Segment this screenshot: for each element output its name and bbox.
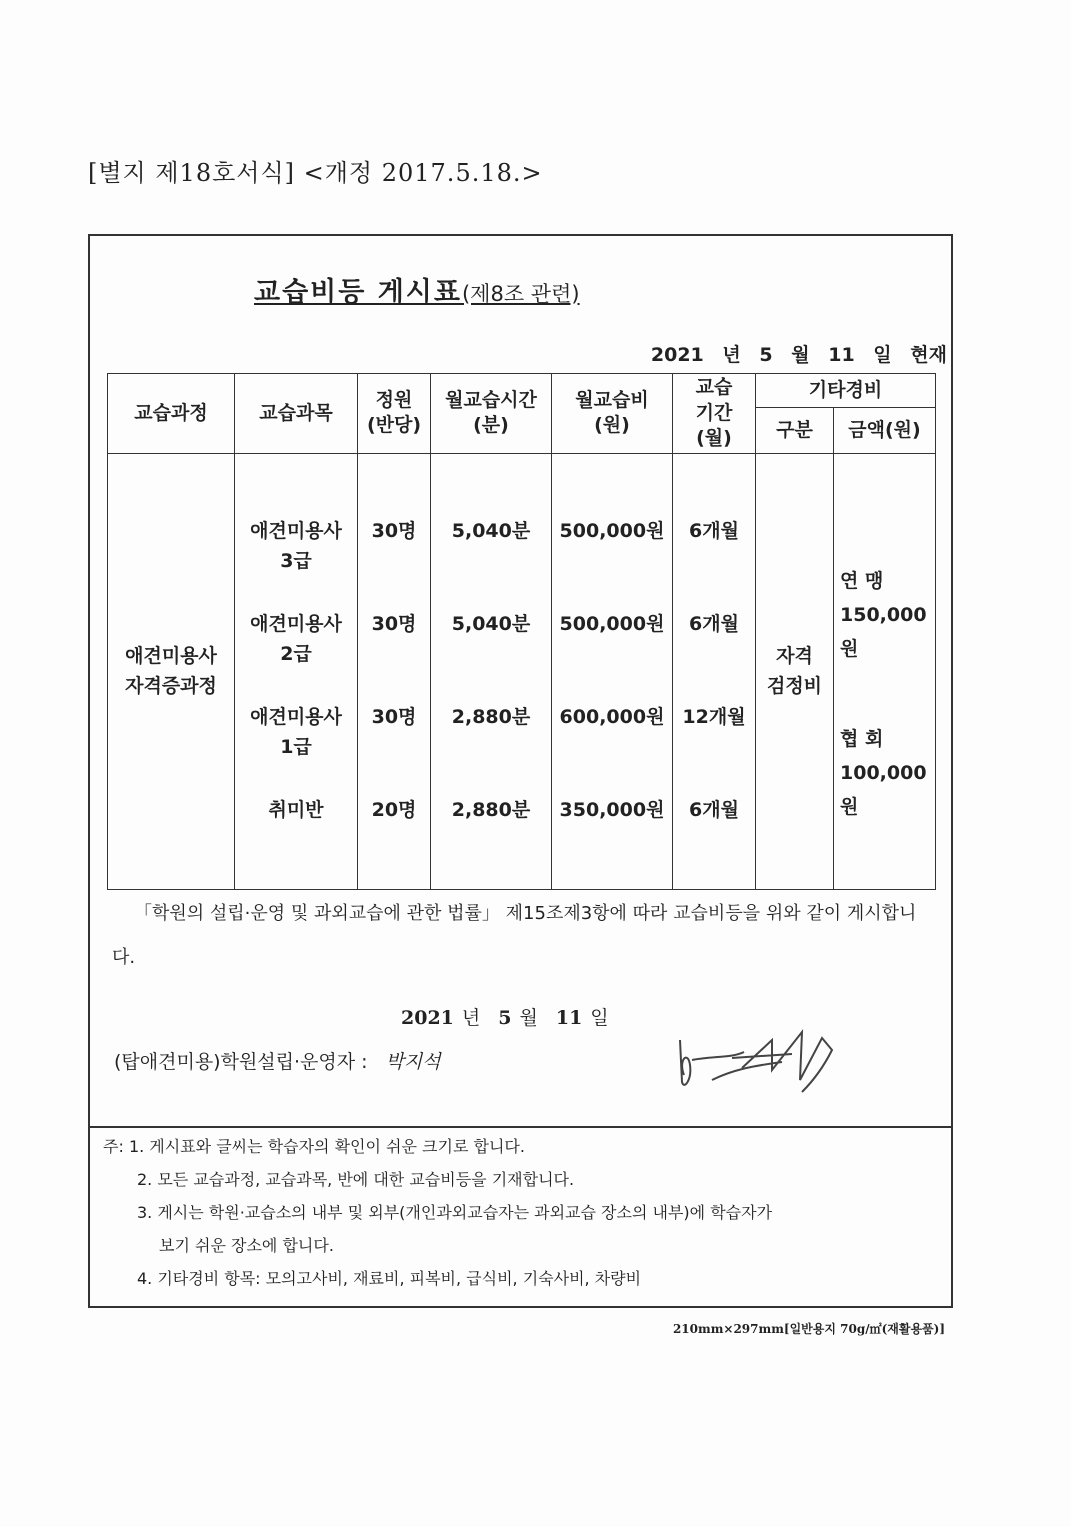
notes bbox=[103, 1130, 772, 1295]
row-capacity bbox=[359, 795, 429, 888]
note-item: 1. 게시표와 글씨는 학습자의 확인이 쉬운 크기로 합니다. bbox=[128, 1137, 525, 1156]
subject-grade: 3급 bbox=[280, 549, 312, 572]
header-fee-l2: (원) bbox=[594, 414, 630, 437]
row-period bbox=[674, 795, 754, 888]
row-hours bbox=[432, 702, 550, 795]
subject-grade: 2급 bbox=[280, 642, 312, 665]
period-value: 6개월 bbox=[689, 612, 739, 635]
subject-value: 애견미용사 bbox=[250, 519, 342, 542]
notes-divider bbox=[88, 1126, 953, 1128]
row-fee bbox=[553, 609, 671, 702]
other-amount-value: 100,000원 bbox=[840, 761, 927, 818]
other-amount-cell bbox=[834, 453, 936, 889]
course-name-l1: 애견미용사 bbox=[125, 644, 217, 667]
header-hours-l1: 월교습시간 bbox=[445, 388, 537, 411]
row-capacity bbox=[359, 454, 429, 609]
title-main: 교습비등 게시표 bbox=[254, 277, 462, 308]
title-sub: (제8조 관련) bbox=[461, 282, 580, 306]
row-subject bbox=[236, 702, 356, 795]
header-period-l2: 기간 bbox=[695, 401, 733, 424]
header-period-l1: 교습 bbox=[695, 376, 733, 398]
period-column bbox=[673, 453, 756, 889]
row-fee bbox=[553, 454, 671, 609]
other-type-l1: 자격 bbox=[776, 644, 813, 667]
fee-column bbox=[552, 453, 673, 889]
sign-date bbox=[401, 1003, 627, 1030]
capacity-value: 20명 bbox=[371, 798, 417, 821]
row-period bbox=[674, 454, 754, 609]
subject-value: 애견미용사 bbox=[250, 705, 342, 728]
fee-value: 600,000원 bbox=[559, 705, 665, 728]
header-capacity-l1: 정원 bbox=[375, 388, 413, 411]
sign-year-unit: 년 bbox=[461, 1007, 481, 1029]
header-period-l3: (월) bbox=[696, 427, 732, 450]
other-amount-label: 연 맹 bbox=[840, 569, 884, 592]
period-value: 12개월 bbox=[682, 705, 746, 728]
period-value: 6개월 bbox=[689, 798, 739, 821]
subject-grade: 1급 bbox=[280, 735, 312, 758]
hours-column bbox=[431, 453, 552, 889]
as-of-day: 11 bbox=[828, 344, 855, 366]
header-hours bbox=[431, 374, 552, 454]
other-amount-value: 150,000원 bbox=[840, 603, 927, 660]
header-other-amount: 금액(원) bbox=[834, 407, 936, 453]
row-hours bbox=[432, 454, 550, 609]
as-of-month-unit: 월 bbox=[791, 344, 810, 366]
row-capacity bbox=[359, 702, 429, 795]
as-of-year-unit: 년 bbox=[722, 344, 741, 366]
fee-value: 350,000원 bbox=[559, 798, 665, 821]
subject-column bbox=[235, 453, 358, 889]
page-title bbox=[254, 270, 580, 309]
paper-spec: 210mm×297mm[일반용지 70g/㎡(재활용품)] bbox=[672, 1322, 945, 1336]
header-other-type: 구분 bbox=[756, 407, 834, 453]
other-type-l2: 검정비 bbox=[766, 674, 823, 697]
header-fee bbox=[552, 374, 673, 454]
signature-icon bbox=[672, 1020, 857, 1100]
as-of-suffix: 현재 bbox=[910, 344, 947, 366]
header-hours-l2: (분) bbox=[473, 414, 509, 437]
as-of-date bbox=[639, 340, 947, 367]
statement: 「학원의 설립·운영 및 과외교습에 관한 법률」 제15조제3항에 따라 교습비등을 위와 같이 게시합니다. bbox=[112, 903, 917, 968]
operator-label: (탑애견미용)학원설립·운영자 : bbox=[114, 1051, 368, 1073]
capacity-value: 30명 bbox=[371, 519, 417, 542]
other-type-cell bbox=[756, 453, 834, 889]
operator-line bbox=[114, 1047, 441, 1074]
operator-name: 박지석 bbox=[385, 1051, 441, 1073]
sign-year: 2021 bbox=[401, 1007, 454, 1029]
header-capacity bbox=[358, 374, 431, 454]
row-period bbox=[674, 609, 754, 702]
sign-month: 5 bbox=[498, 1007, 512, 1029]
form-label: [별지 제18호서식] <개정 2017.5.18.> bbox=[88, 159, 543, 187]
fee-table bbox=[107, 373, 936, 890]
header-subject: 교습과목 bbox=[235, 374, 358, 454]
notes-prefix: 주: bbox=[103, 1137, 124, 1156]
subject-value: 취미반 bbox=[268, 798, 324, 821]
as-of-month: 5 bbox=[759, 344, 773, 366]
sign-day: 11 bbox=[555, 1007, 583, 1029]
row-capacity bbox=[359, 609, 429, 702]
row-hours bbox=[432, 795, 550, 888]
note-item: 3. 게시는 학원·교습소의 내부 및 외부(개인과외교습자는 과외교습 장소의 내부)에 학습자가 bbox=[137, 1203, 773, 1222]
hours-value: 5,040분 bbox=[451, 519, 531, 542]
hours-value: 5,040분 bbox=[451, 612, 531, 635]
row-subject bbox=[236, 454, 356, 609]
row-fee bbox=[553, 795, 671, 888]
as-of-year: 2021 bbox=[650, 344, 704, 366]
note-item-continued: 보기 쉬운 장소에 합니다. bbox=[159, 1236, 334, 1255]
hours-value: 2,880분 bbox=[451, 705, 531, 728]
period-value: 6개월 bbox=[689, 519, 739, 542]
row-fee bbox=[553, 702, 671, 795]
row-subject bbox=[236, 795, 356, 888]
course-name-cell bbox=[108, 453, 235, 889]
fee-value: 500,000원 bbox=[559, 519, 665, 542]
fee-value: 500,000원 bbox=[559, 612, 665, 635]
capacity-column bbox=[358, 453, 431, 889]
row-hours bbox=[432, 609, 550, 702]
sign-day-unit: 일 bbox=[590, 1007, 609, 1029]
note-item: 4. 기타경비 항목: 모의고사비, 재료비, 피복비, 급식비, 기숙사비, 차량비 bbox=[137, 1269, 642, 1288]
note-item: 2. 모든 교습과정, 교습과목, 반에 대한 교습비등을 기재합니다. bbox=[137, 1170, 575, 1189]
header-period bbox=[673, 374, 756, 454]
capacity-value: 30명 bbox=[371, 612, 417, 635]
row-period bbox=[674, 702, 754, 795]
header-capacity-l2: (반당) bbox=[366, 414, 422, 437]
header-course: 교습과정 bbox=[108, 374, 235, 454]
course-name-l2: 자격증과정 bbox=[125, 674, 217, 697]
subject-value: 애견미용사 bbox=[250, 612, 342, 635]
other-amount-label: 협 회 bbox=[840, 727, 884, 750]
row-subject bbox=[236, 609, 356, 702]
capacity-value: 30명 bbox=[371, 705, 417, 728]
as-of-day-unit: 일 bbox=[873, 344, 892, 366]
sign-month-unit: 월 bbox=[519, 1007, 538, 1029]
hours-value: 2,880분 bbox=[451, 798, 531, 821]
header-fee-l1: 월교습비 bbox=[575, 388, 649, 411]
header-other: 기타경비 bbox=[756, 374, 936, 408]
